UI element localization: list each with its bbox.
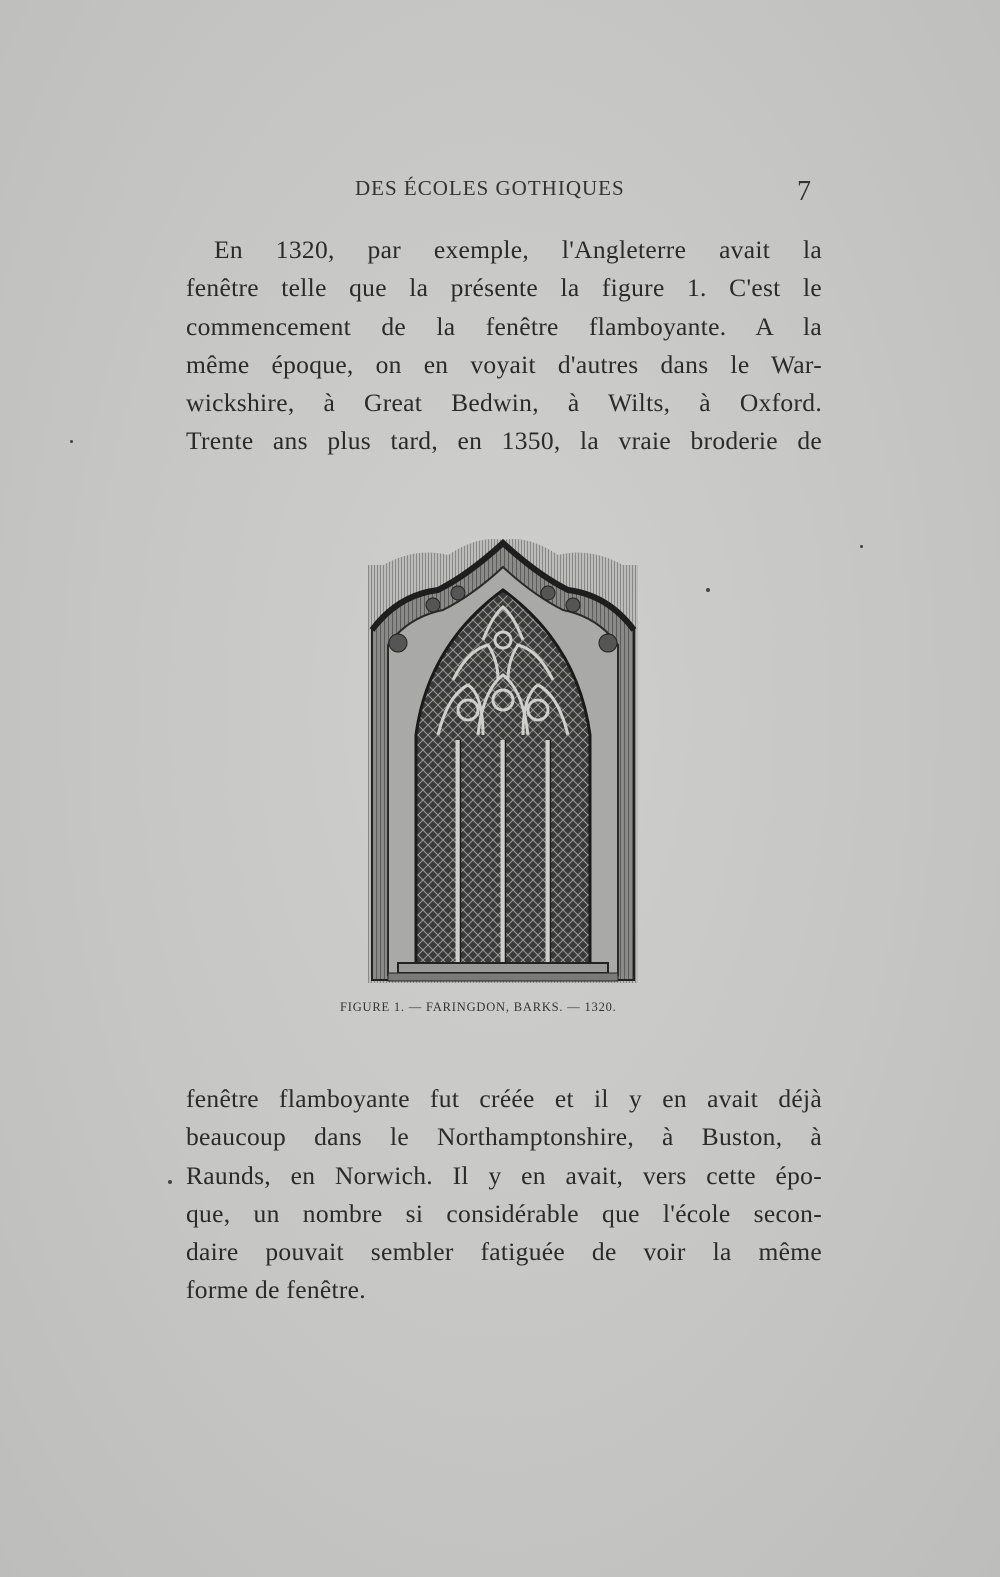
text-line: forme de fenêtre. (186, 1275, 366, 1305)
text-line: même époque, on en voyait d'autres dans le War- (186, 349, 822, 379)
text-line: Trente ans plus tard, en 1350, la vraie broderie de (186, 426, 822, 456)
paper-speck (70, 440, 73, 443)
text-line: que, un nombre si considérable que l'école secon- (186, 1198, 822, 1228)
text-line: daire pouvait sembler fatiguée de voir la même (186, 1237, 822, 1267)
page-number: 7 (797, 176, 811, 207)
text-line: beaucoup dans le Northamptonshire, à Buston, à (186, 1122, 822, 1152)
text-line: fenêtre flamboyante fut créée et il y en avait déjà (186, 1084, 822, 1113)
running-head: DES ÉCOLES GOTHIQUES (355, 176, 625, 200)
text-line: commencement de la fenêtre flamboyante. A la (186, 311, 822, 341)
paper-speck (706, 588, 710, 592)
paper-speck (168, 1180, 172, 1184)
window-engraving (368, 535, 638, 983)
paper-speck (860, 545, 863, 548)
figure-caption: FIGURE 1. — FARINGDON, BARKS. — 1320. (340, 1000, 617, 1014)
text-line: Raunds, en Norwich. Il y en avait, vers cette épo- (186, 1160, 822, 1190)
text-line: En 1320, par exemple, l'Angleterre avait la (214, 235, 822, 264)
paragraph-1 (186, 231, 822, 461)
paragraph-2 (186, 1080, 822, 1310)
text-line: fenêtre telle que la présente la figure 1. C'est le (186, 273, 822, 303)
text-line: wickshire, à Great Bedwin, à Wilts, à Oxford. (186, 388, 822, 418)
